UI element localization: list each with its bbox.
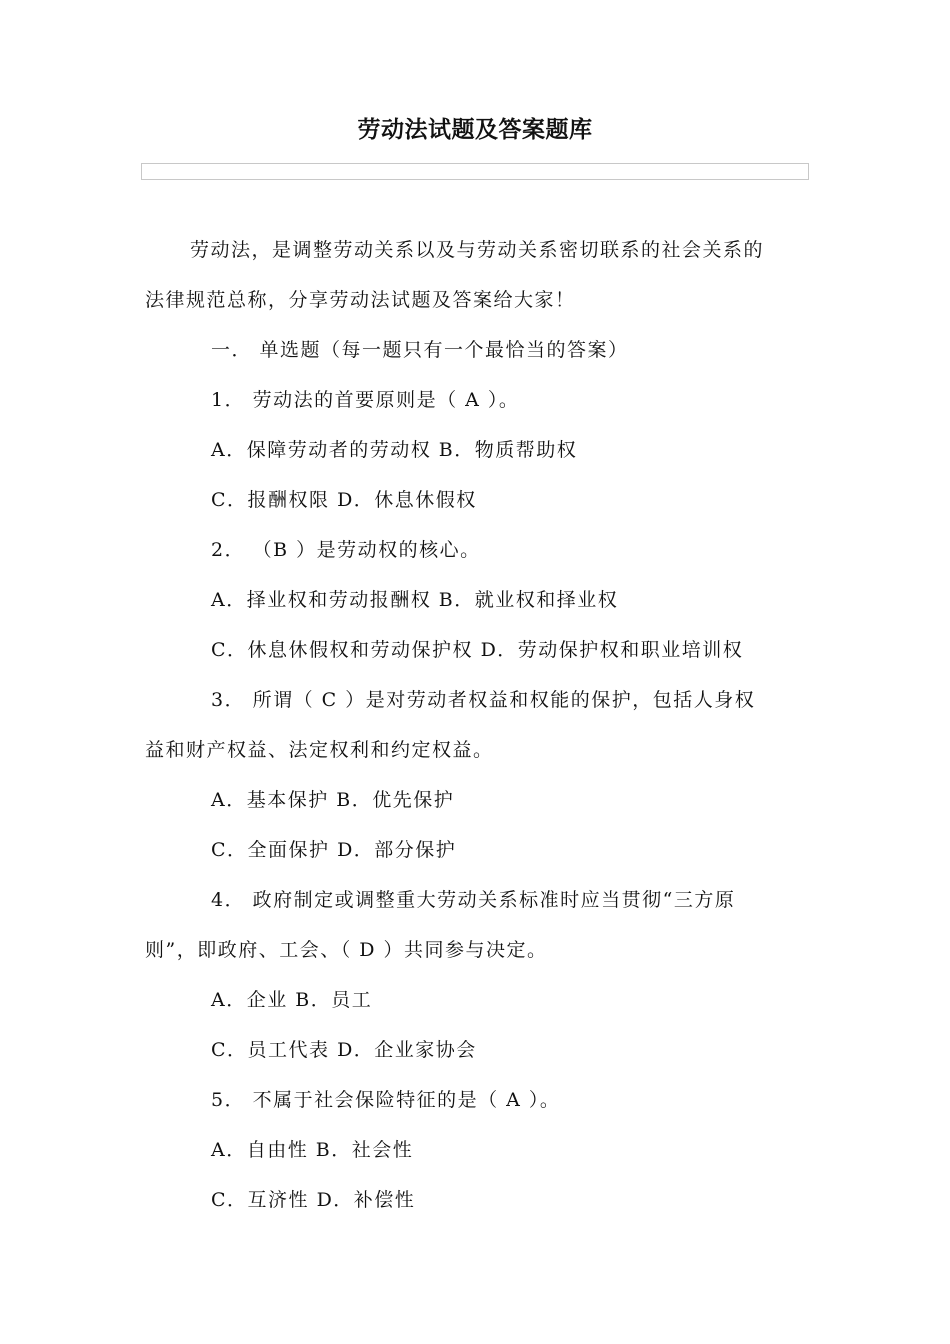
question-4-continued: 则”，即政府、工会、（ D ）共同参与决定。 (145, 939, 548, 961)
intro-line-2: 法律规范总称，分享劳动法试题及答案给大家！ (145, 289, 576, 311)
question-3: 3． 所谓（ C ）是对劳动者权益和权能的保护，包括人身权 (211, 689, 756, 711)
question-2-options-cd: C．休息休假权和劳动保护权 D．劳动保护权和职业培训权 (211, 639, 744, 661)
question-5-options-cd: C．互济性 D．补偿性 (211, 1189, 416, 1211)
intro-line-1: 劳动法，是调整劳动关系以及与劳动关系密切联系的社会关系的 (190, 239, 765, 261)
question-1: 1． 劳动法的首要原则是（ A ）。 (211, 389, 520, 411)
title-divider (141, 163, 809, 180)
document-body (145, 228, 810, 1228)
question-2-options-ab: A．择业权和劳动报酬权 B．就业权和择业权 (211, 589, 619, 611)
section-heading: 一． 单选题（每一题只有一个最恰当的答案） (211, 339, 629, 361)
page-title: 劳动法试题及答案题库 (357, 117, 593, 143)
question-4-options-ab: A．企业 B．员工 (211, 989, 373, 1011)
question-3-continued: 益和财产权益、法定权利和约定权益。 (145, 739, 494, 761)
question-1-options-ab: A．保障劳动者的劳动权 B．物质帮助权 (211, 439, 578, 461)
question-5: 5． 不属于社会保险特征的是（ A ）。 (211, 1089, 561, 1111)
question-2: 2． （B ）是劳动权的核心。 (211, 539, 481, 561)
question-4: 4． 政府制定或调整重大劳动关系标准时应当贯彻“三方原 (211, 889, 736, 911)
question-1-options-cd: C．报酬权限 D．休息休假权 (211, 489, 477, 511)
question-4-options-cd: C．员工代表 D．企业家协会 (211, 1039, 477, 1061)
question-5-options-ab: A．自由性 B．社会性 (211, 1139, 414, 1161)
question-3-options-ab: A．基本保护 B．优先保护 (211, 789, 455, 811)
question-3-options-cd: C．全面保护 D．部分保护 (211, 839, 457, 861)
